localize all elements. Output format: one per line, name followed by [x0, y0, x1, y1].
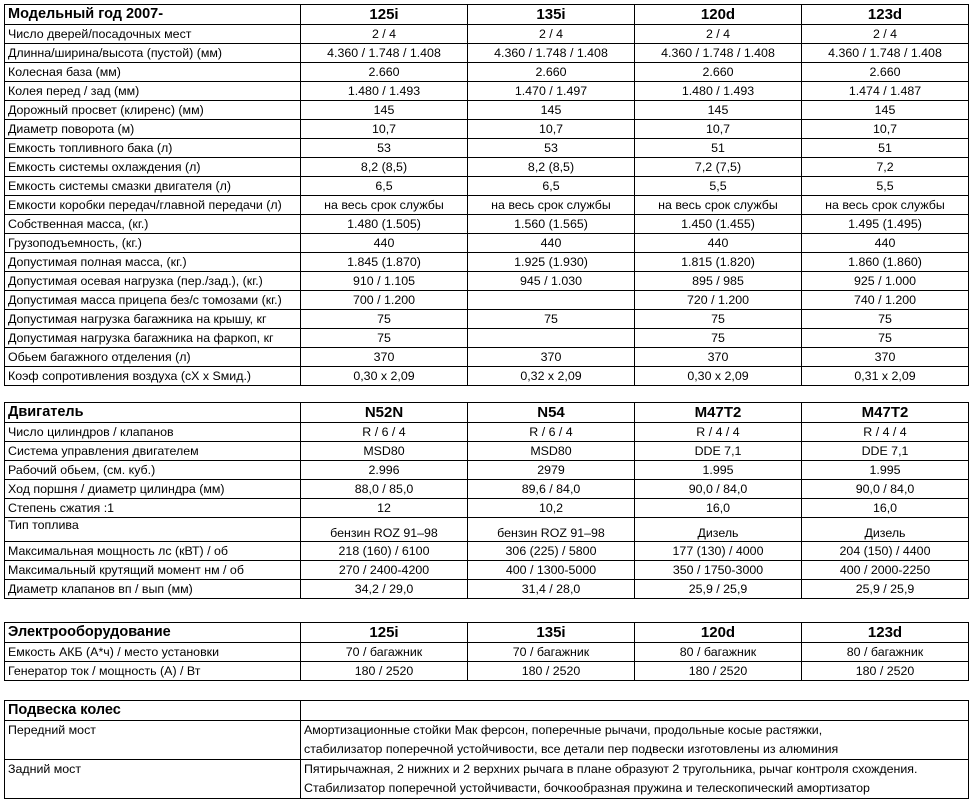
electrical-specs-table [4, 622, 969, 681]
row-label: Емкость топливного бака (л) [5, 139, 301, 158]
table-cell: 2.660 [301, 63, 468, 82]
row-label: Емкость системы смазки двигателя (л) [5, 177, 301, 196]
column-header: 120d [635, 5, 802, 25]
table-cell: R / 4 / 4 [635, 423, 802, 442]
table-cell: DDE 7,1 [802, 442, 969, 461]
table-cell: 10,7 [468, 120, 635, 139]
table-cell: 2 / 4 [468, 25, 635, 44]
table-cell: 6,5 [468, 177, 635, 196]
table-cell: бензин ROZ 91–98 [468, 518, 635, 542]
row-label: Собственная масса, (кг.) [5, 215, 301, 234]
table-row [5, 721, 969, 760]
table-cell: 2.660 [468, 63, 635, 82]
table-cell: 910 / 1.105 [301, 272, 468, 291]
table-cell: бензин ROZ 91–98 [301, 518, 468, 542]
table-row [5, 82, 969, 101]
table-row [5, 348, 969, 367]
row-label: Длинна/ширина/высота (пустой) (мм) [5, 44, 301, 63]
table-cell: 370 [635, 348, 802, 367]
table-row [5, 25, 969, 44]
table-cell: 89,6 / 84,0 [468, 480, 635, 499]
table-cell: 204 (150) / 4400 [802, 542, 969, 561]
table-row [5, 139, 969, 158]
table-row [5, 461, 969, 480]
table-cell: 218 (160) / 6100 [301, 542, 468, 561]
table-cell: 1.480 (1.505) [301, 215, 468, 234]
table-cell: DDE 7,1 [635, 442, 802, 461]
table-cell: MSD80 [301, 442, 468, 461]
front-axle-description [301, 721, 969, 760]
table-cell: 1.860 (1.860) [802, 253, 969, 272]
table-cell: 10,7 [301, 120, 468, 139]
table-cell: 75 [802, 310, 969, 329]
table-cell: 16,0 [635, 499, 802, 518]
column-header: 123d [802, 623, 969, 643]
rear-axle-description [301, 760, 969, 799]
table-row [5, 310, 969, 329]
table-row [5, 120, 969, 139]
table-cell: на весь срок службы [468, 196, 635, 215]
table-cell: 945 / 1.030 [468, 272, 635, 291]
row-label: Тип топлива [5, 518, 301, 542]
rear-axle-label: Задний мост [5, 760, 301, 799]
row-label: Допустимая масса прицепа без/с томозами (кг.) [5, 291, 301, 310]
front-axle-line1: Амортизационные стойки Мак ферсон, поперечные рычачи, продольные косые растяжки, [304, 723, 823, 737]
row-label: Грузоподъемность, (кг.) [5, 234, 301, 253]
table-cell: 70 / багажник [468, 643, 635, 662]
table-cell: 2979 [468, 461, 635, 480]
table-cell: 145 [635, 101, 802, 120]
row-label: Максимальный крутящий момент нм / об [5, 561, 301, 580]
table-header-row [5, 701, 969, 721]
table-cell: 740 / 1.200 [802, 291, 969, 310]
table-row [5, 253, 969, 272]
row-label: Система управления двигателем [5, 442, 301, 461]
table-row [5, 499, 969, 518]
front-axle-label: Передний мост [5, 721, 301, 760]
table-cell: 2 / 4 [802, 25, 969, 44]
table-cell: 370 [301, 348, 468, 367]
table-cell: 10,7 [802, 120, 969, 139]
table-row [5, 442, 969, 461]
row-label: Число цилиндров / клапанов [5, 423, 301, 442]
table-row [5, 643, 969, 662]
table-header-row [5, 5, 969, 25]
column-header: 135i [468, 5, 635, 25]
row-label: Коэф сопротивления воздуха (cX x Sмид.) [5, 367, 301, 386]
table-cell: 12 [301, 499, 468, 518]
row-label: Диаметр поворота (м) [5, 120, 301, 139]
column-header: 125i [301, 623, 468, 643]
table-cell: 925 / 1.000 [802, 272, 969, 291]
section-title: Модельный год 2007- [5, 5, 301, 25]
table-cell: 0,31 x 2,09 [802, 367, 969, 386]
table-cell: 88,0 / 85,0 [301, 480, 468, 499]
table-cell: 180 / 2520 [301, 662, 468, 681]
row-label: Ход поршня / диаметр цилиндра (мм) [5, 480, 301, 499]
table-cell: 180 / 2520 [802, 662, 969, 681]
table-cell: 1.845 (1.870) [301, 253, 468, 272]
column-header: N52N [301, 403, 468, 423]
table-cell: 1.470 / 1.497 [468, 82, 635, 101]
table-cell: 2.660 [635, 63, 802, 82]
table-cell: 177 (130) / 4000 [635, 542, 802, 561]
table-cell: 25,9 / 25,9 [635, 580, 802, 599]
table-cell: 53 [301, 139, 468, 158]
table-cell: 440 [635, 234, 802, 253]
table-cell: 440 [301, 234, 468, 253]
table-cell: 7,2 (7,5) [635, 158, 802, 177]
table-cell: R / 4 / 4 [802, 423, 969, 442]
table-row [5, 580, 969, 599]
table-cell: 306 (225) / 5800 [468, 542, 635, 561]
table-cell: Дизель [802, 518, 969, 542]
row-label: Максимальная мощность лс (кВТ) / об [5, 542, 301, 561]
table-cell: 53 [468, 139, 635, 158]
row-label: Дорожный просвет (клиренс) (мм) [5, 101, 301, 120]
table-cell: 8,2 (8,5) [301, 158, 468, 177]
table-cell: 90,0 / 84,0 [802, 480, 969, 499]
table-cell: 145 [301, 101, 468, 120]
table-cell: 75 [301, 329, 468, 348]
row-label: Обьем багажного отделения (л) [5, 348, 301, 367]
column-header: 120d [635, 623, 802, 643]
row-label: Допустимая осевая нагрузка (пер./зад.), (кг.) [5, 272, 301, 291]
table-cell: 4.360 / 1.748 / 1.408 [802, 44, 969, 63]
table-cell: R / 6 / 4 [301, 423, 468, 442]
engine-specs-table [4, 402, 969, 599]
table-cell: 400 / 2000-2250 [802, 561, 969, 580]
header-empty-cell [301, 701, 969, 721]
table-row [5, 272, 969, 291]
table-cell: 145 [802, 101, 969, 120]
table-cell: 1.560 (1.565) [468, 215, 635, 234]
table-cell: 370 [468, 348, 635, 367]
table-cell: 4.360 / 1.748 / 1.408 [301, 44, 468, 63]
table-cell: 400 / 1300-5000 [468, 561, 635, 580]
rear-axle-line2: Стабилизатор поперечной устойчивасти, бочкообразная пружина и телескопический амортизатор [304, 781, 870, 795]
table-row [5, 662, 969, 681]
front-axle-line2: стабилизатор поперечной устойчивости, все детали пер подвески изготовлены из алюминия [304, 742, 839, 756]
table-cell: 350 / 1750-3000 [635, 561, 802, 580]
table-cell: 75 [802, 329, 969, 348]
table-cell: 51 [802, 139, 969, 158]
table-cell: 370 [802, 348, 969, 367]
table-row [5, 367, 969, 386]
table-cell: 1.995 [635, 461, 802, 480]
table-cell: 1.450 (1.455) [635, 215, 802, 234]
table-cell: 0,32 x 2,09 [468, 367, 635, 386]
column-header: M47T2 [802, 403, 969, 423]
row-label: Допустимая нагрузка багажника на фаркоп, кг [5, 329, 301, 348]
table-cell: 1.815 (1.820) [635, 253, 802, 272]
table-row [5, 101, 969, 120]
row-label: Диаметр клапанов вп / вып (мм) [5, 580, 301, 599]
table-row [5, 63, 969, 82]
table-cell: 80 / багажник [802, 643, 969, 662]
section-title: Электрооборудование [5, 623, 301, 643]
table-cell [468, 329, 635, 348]
column-header: 123d [802, 5, 969, 25]
table-cell: 2 / 4 [301, 25, 468, 44]
row-label: Рабочий обьем, (см. куб.) [5, 461, 301, 480]
table-cell: 70 / багажник [301, 643, 468, 662]
row-label: Емкость системы охлаждения (л) [5, 158, 301, 177]
table-row [5, 480, 969, 499]
row-label: Емкости коробки передач/главной передачи (л) [5, 196, 301, 215]
table-cell: 145 [468, 101, 635, 120]
table-cell: 75 [635, 310, 802, 329]
table-cell: 2.996 [301, 461, 468, 480]
row-label: Колея перед / зад (мм) [5, 82, 301, 101]
table-cell: 2.660 [802, 63, 969, 82]
column-header: 125i [301, 5, 468, 25]
table-row [5, 329, 969, 348]
row-label: Емкость АКБ (А*ч) / место установки [5, 643, 301, 662]
table-row [5, 423, 969, 442]
table-cell: R / 6 / 4 [468, 423, 635, 442]
table-cell: на весь срок службы [635, 196, 802, 215]
table-cell: 440 [802, 234, 969, 253]
table-cell: 1.495 (1.495) [802, 215, 969, 234]
table-cell: 180 / 2520 [635, 662, 802, 681]
table-cell: 440 [468, 234, 635, 253]
column-header: N54 [468, 403, 635, 423]
table-cell: 4.360 / 1.748 / 1.408 [468, 44, 635, 63]
table-header-row [5, 403, 969, 423]
column-header: M47T2 [635, 403, 802, 423]
suspension-table [4, 700, 969, 799]
row-label: Допустимая нагрузка багажника на крышу, кг [5, 310, 301, 329]
table-cell: 700 / 1.200 [301, 291, 468, 310]
table-cell: 10,7 [635, 120, 802, 139]
table-cell: 270 / 2400-4200 [301, 561, 468, 580]
table-cell: 1.474 / 1.487 [802, 82, 969, 101]
row-label: Степень сжатия :1 [5, 499, 301, 518]
table-cell: 4.360 / 1.748 / 1.408 [635, 44, 802, 63]
table-cell: 16,0 [802, 499, 969, 518]
rear-axle-line1: Пятирычажная, 2 нижних и 2 верхних рычага в плане образуют 2 тругольника, рычаг контроля схождения. [304, 762, 918, 776]
table-row [5, 760, 969, 799]
table-cell: 51 [635, 139, 802, 158]
table-cell: 75 [468, 310, 635, 329]
section-title: Двигатель [5, 403, 301, 423]
table-cell: 720 / 1.200 [635, 291, 802, 310]
table-cell: 0,30 x 2,09 [635, 367, 802, 386]
table-row [5, 291, 969, 310]
table-row [5, 177, 969, 196]
table-cell: 10,2 [468, 499, 635, 518]
table-cell: 2 / 4 [635, 25, 802, 44]
table-cell: 1.480 / 1.493 [301, 82, 468, 101]
table-cell: 180 / 2520 [468, 662, 635, 681]
table-cell: 6,5 [301, 177, 468, 196]
table-row [5, 196, 969, 215]
table-cell: 90,0 / 84,0 [635, 480, 802, 499]
table-cell: 5,5 [635, 177, 802, 196]
table-cell: на весь срок службы [802, 196, 969, 215]
table-cell: 8,2 (8,5) [468, 158, 635, 177]
table-cell: 80 / багажник [635, 643, 802, 662]
table-cell: 895 / 985 [635, 272, 802, 291]
table-row [5, 518, 969, 542]
table-row [5, 561, 969, 580]
row-label: Допустимая полная масса, (кг.) [5, 253, 301, 272]
table-cell: 7,2 [802, 158, 969, 177]
table-cell: 75 [635, 329, 802, 348]
table-header-row [5, 623, 969, 643]
table-cell: MSD80 [468, 442, 635, 461]
table-cell: 1.995 [802, 461, 969, 480]
column-header: 135i [468, 623, 635, 643]
table-cell: 34,2 / 29,0 [301, 580, 468, 599]
table-row [5, 44, 969, 63]
row-label: Колесная база (мм) [5, 63, 301, 82]
table-cell: 31,4 / 28,0 [468, 580, 635, 599]
table-cell: 25,9 / 25,9 [802, 580, 969, 599]
table-cell: 75 [301, 310, 468, 329]
suspension-title: Подвеска колес [5, 701, 301, 721]
table-row [5, 215, 969, 234]
table-cell: 1.925 (1.930) [468, 253, 635, 272]
row-label: Число дверей/посадочных мест [5, 25, 301, 44]
table-cell: 5,5 [802, 177, 969, 196]
table-row [5, 542, 969, 561]
table-cell: 0,30 x 2,09 [301, 367, 468, 386]
row-label: Генератор ток / мощность (А) / Вт [5, 662, 301, 681]
table-cell [468, 291, 635, 310]
general-specs-table [4, 4, 969, 386]
table-row [5, 234, 969, 253]
table-cell: на весь срок службы [301, 196, 468, 215]
table-cell: 1.480 / 1.493 [635, 82, 802, 101]
table-row [5, 158, 969, 177]
table-cell: Дизель [635, 518, 802, 542]
